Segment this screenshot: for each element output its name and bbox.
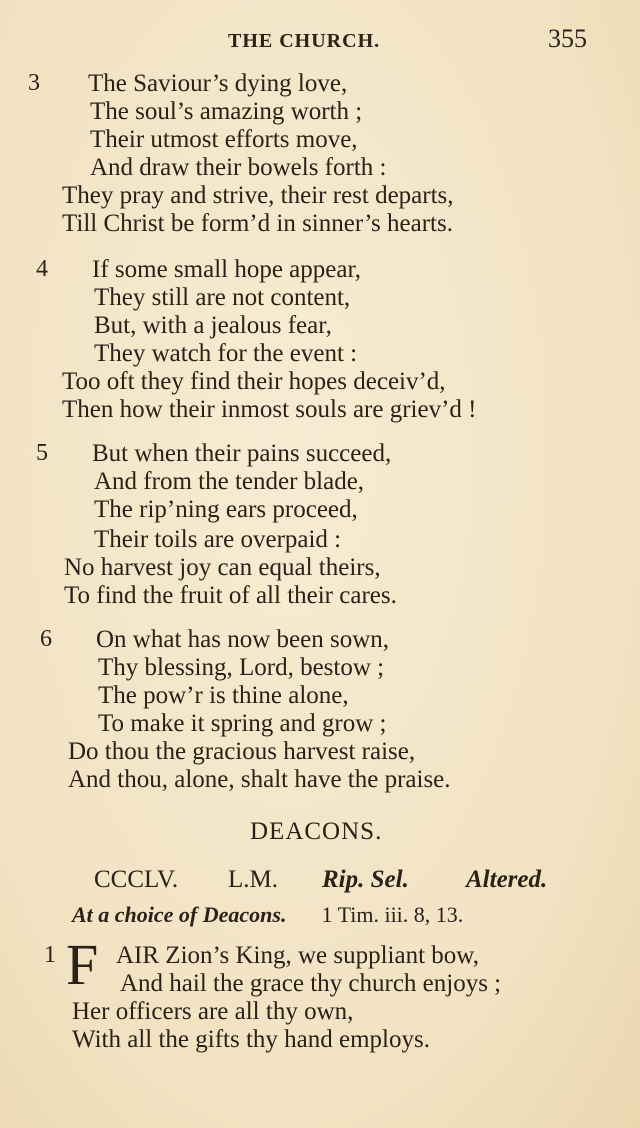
stanza-number: 1 bbox=[44, 942, 56, 968]
running-head bbox=[0, 24, 640, 58]
verse-line: If some small hope appear, bbox=[92, 256, 362, 283]
hymn-source: Rip. Sel. bbox=[322, 866, 409, 893]
verse-line: And hail the grace thy church enjoys ; bbox=[120, 970, 502, 997]
verse-line: Their toils are overpaid : bbox=[94, 526, 342, 553]
stanza-number: 4 bbox=[36, 256, 48, 282]
section-heading: DEACONS. bbox=[250, 818, 383, 845]
verse-line: Her officers are all thy own, bbox=[72, 998, 354, 1025]
drop-cap: F bbox=[66, 932, 99, 997]
verse-line: The rip’ning ears proceed, bbox=[94, 496, 358, 523]
verse-line: And draw their bowels forth : bbox=[90, 154, 387, 181]
verse-line: They pray and strive, their rest departs, bbox=[62, 182, 454, 209]
hymn-note: Altered. bbox=[466, 866, 548, 893]
verse-line: Till Christ be form’d in sinner’s hearts. bbox=[62, 210, 453, 237]
verse-line: The soul’s amazing worth ; bbox=[90, 98, 363, 125]
verse-line: Their utmost efforts move, bbox=[90, 126, 358, 153]
verse-line: Do thou the gracious harvest raise, bbox=[68, 738, 416, 765]
verse-line: They watch for the event : bbox=[94, 340, 358, 367]
verse-line: The Saviour’s dying love, bbox=[88, 70, 348, 97]
hymn-header bbox=[0, 864, 640, 898]
verse-line: They still are not content, bbox=[94, 284, 351, 311]
hymn-occasion-line bbox=[72, 902, 463, 928]
stanza-number: 5 bbox=[36, 440, 48, 466]
verse-line: Then how their inmost souls are griev’d ! bbox=[62, 396, 477, 423]
verse-line: AIR Zion’s King, we suppliant bow, bbox=[116, 942, 479, 969]
hymn-meter: L.M. bbox=[228, 866, 278, 893]
hymn-number: CCCLV. bbox=[94, 866, 179, 893]
scripture-reference: 1 Tim. iii. 8, 13. bbox=[321, 902, 464, 927]
hymn-occasion: At a choice of Deacons. bbox=[72, 902, 287, 927]
page-number: 355 bbox=[548, 24, 587, 53]
verse-line: But when their pains succeed, bbox=[92, 440, 392, 467]
verse-line: No harvest joy can equal theirs, bbox=[64, 554, 381, 581]
verse-line: With all the gifts thy hand employs. bbox=[72, 1026, 430, 1053]
verse-line: The pow’r is thine alone, bbox=[98, 682, 349, 709]
verse-line: And thou, alone, shalt have the praise. bbox=[68, 766, 451, 793]
verse-line: To find the fruit of all their cares. bbox=[64, 582, 397, 609]
verse-line: To make it spring and grow ; bbox=[98, 710, 387, 737]
running-title: THE CHURCH. bbox=[228, 30, 381, 52]
verse-line: And from the tender blade, bbox=[94, 468, 365, 495]
verse-line: Too oft they find their hopes deceiv’d, bbox=[62, 368, 446, 395]
stanza-number: 6 bbox=[40, 626, 52, 652]
stanza-number: 3 bbox=[28, 70, 40, 96]
verse-line: On what has now been sown, bbox=[96, 626, 390, 653]
verse-line: Thy blessing, Lord, bestow ; bbox=[98, 654, 385, 681]
verse-line: But, with a jealous fear, bbox=[94, 312, 332, 339]
